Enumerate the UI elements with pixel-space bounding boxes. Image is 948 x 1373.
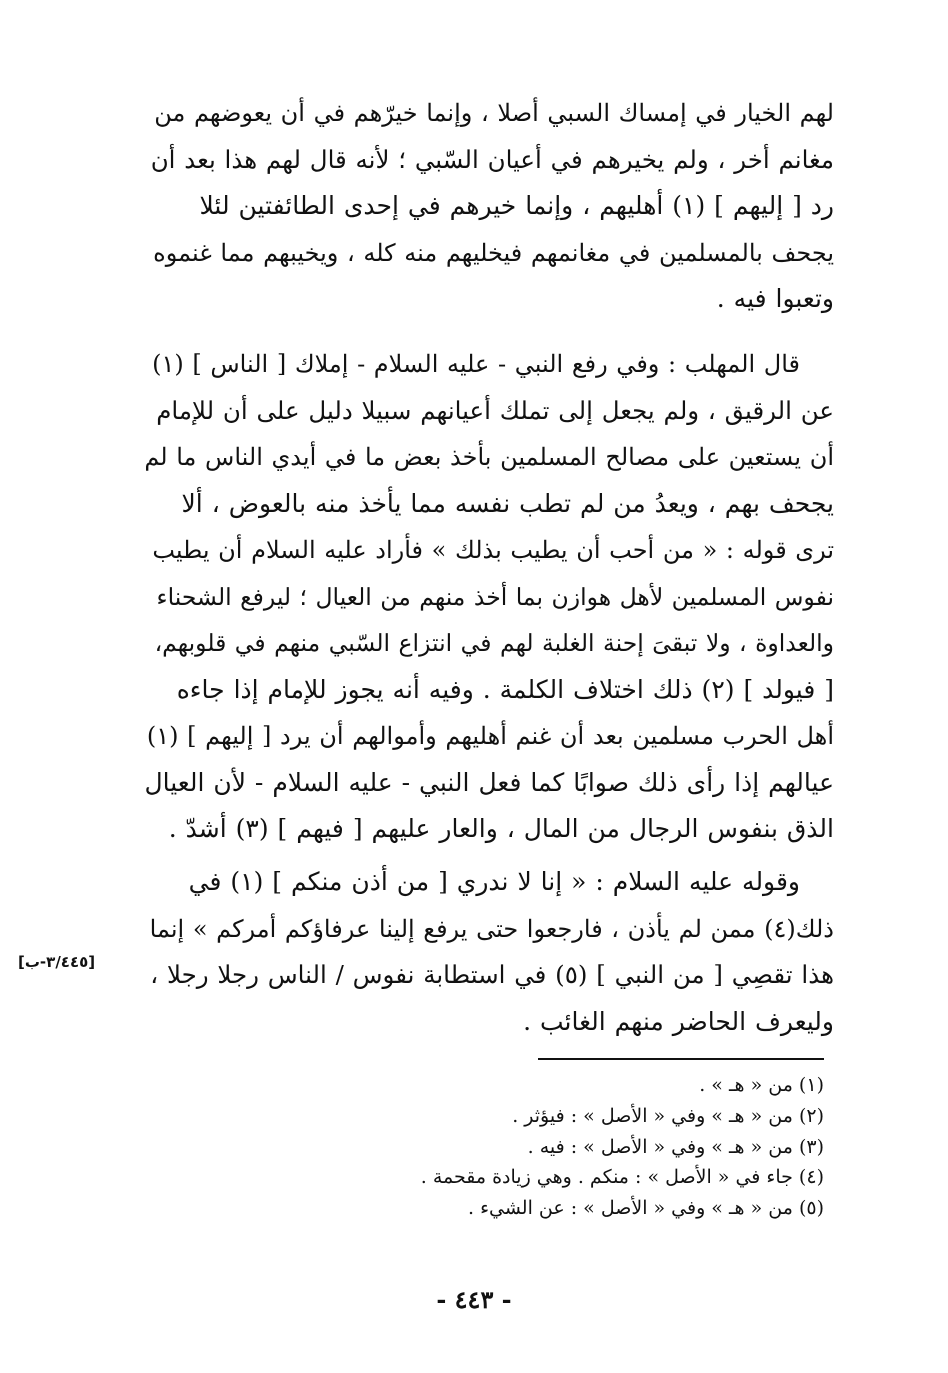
text-line: والعداوة ، ولا تبقىَ إحنة الغلبة لهم في انتزاع السّبي منهم في قلوبهم، xyxy=(154,629,834,657)
text-line: عيالهم إذا رأى ذلك صوابًا كما فعل النبي - عليه السلام - لأن العيال xyxy=(144,767,834,797)
margin-reference: [٣/٤٤٥-ب] xyxy=(18,953,96,971)
text-line: نفوس المسلمين لأهل هوازن بما أخذ منهم من العيال ؛ ليرفع الشحناء xyxy=(156,582,834,611)
paragraph-2 xyxy=(144,341,834,853)
page-number: - ٤٤٣ - xyxy=(436,1285,512,1314)
footnotes xyxy=(124,1070,824,1224)
footnote-4: (٤) جاء في « الأصل » : منكم . وهي زيادة مقحمة . xyxy=(420,1166,824,1189)
footnote-1: (١) من « هـ » . xyxy=(699,1074,824,1096)
footnote-5: (٥) من « هـ » وفي « الأصل » : عن الشيء . xyxy=(467,1197,824,1220)
text-line: وتعبوا فيه . xyxy=(716,284,834,313)
footnote-divider xyxy=(538,1058,824,1060)
text-line: هذا تقصِي [ من النبي ] (٥) في استطابة نفوس / الناس رجلا رجلا ، xyxy=(150,960,834,989)
footnote-2: (٢) من « هـ » وفي « الأصل » : فيؤثر . xyxy=(512,1104,824,1127)
text-line: أهل الحرب مسلمين بعد أن غنم أهليهم وأموالهم أن يرد [ إليهم ] (١) xyxy=(146,722,834,750)
text-line: الذق بنفوس الرجال من المال ، والعار عليهم [ فيهم ] (٣) أشدّ . xyxy=(168,814,834,843)
text-line: ذلك(٤) ممن لم يأذن ، فارجعوا حتى يرفع إلينا عرفاؤكم أمركم » إنما xyxy=(149,914,834,943)
text-line: أن يستعين على مصالح المسلمين بأخذ بعض ما في أيدي الناس ما لم xyxy=(144,443,834,471)
text-line: [ فيولد ] (٢) ذلك اختلاف الكلمة . وفيه أنه يجوز للإمام إذا جاءه xyxy=(176,674,834,704)
footnote-3: (٣) من « هـ » وفي « الأصل » : فيه . xyxy=(527,1135,824,1158)
text-line: رد [ إليهم ] (١) أهليهم ، وإنما خيرهم في إحدى الطائفتين لئلا xyxy=(199,191,834,220)
paragraph-1 xyxy=(144,90,834,323)
text-line: عن الرقيق ، ولم يجعل إلى تملك أعيانهم سبيلا دليل على أن للإمام xyxy=(156,395,834,425)
text-line: لهم الخيار في إمساك السبي أصلا ، وإنما خيرّهم في أن يعوضهم من xyxy=(154,99,834,127)
text-line: مغانم أخر ، ولم يخيرهم في أعيان السّبي ؛ لأنه قال لهم هذا بعد أن xyxy=(150,144,834,174)
text-line: يجحف بالمسلمين في مغانمهم فيخليهم منه كله ، ويخيبهم مما غنموه xyxy=(153,238,834,267)
text-line: قال المهلب : وفي رفع النبي - عليه السلام - إملاك [ الناس ] (١) xyxy=(152,350,800,378)
text-line: وليعرف الحاضر منهم الغائب . xyxy=(523,1006,834,1036)
text-line: ترى قوله : « من أحب أن يطيب بذلك » فأراد عليه السلام أن يطيب xyxy=(152,536,834,564)
paragraph-3 xyxy=(144,859,834,1045)
text-line: وقوله عليه السلام : « إنا لا ندري [ من أذن منكم ] (١) في xyxy=(188,867,800,896)
text-line: يجحف بهم ، ويعدُ من لم تطب نفسه مما يأخذ منه بالعوض ، ألا xyxy=(181,488,834,518)
